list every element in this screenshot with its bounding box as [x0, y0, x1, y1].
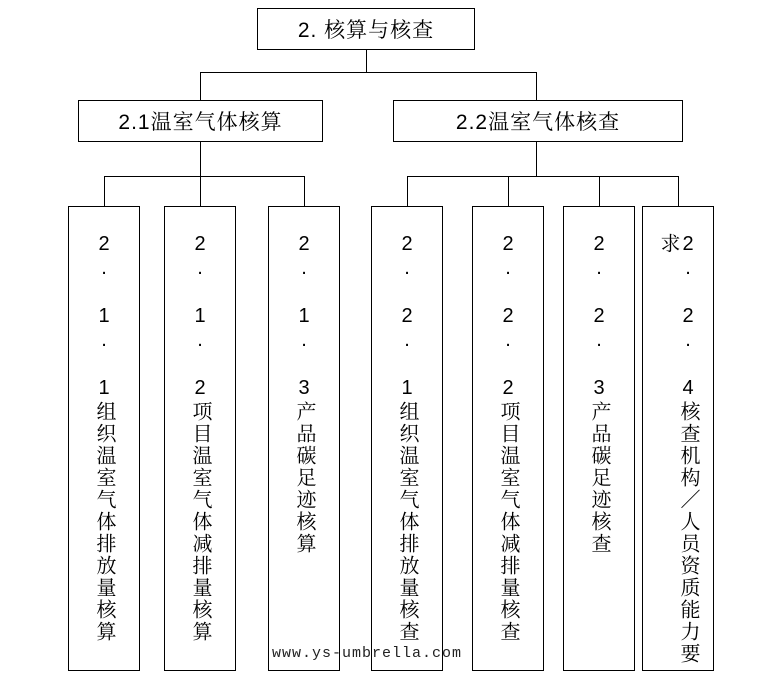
- connector-left-drop-1: [200, 176, 201, 206]
- connector-root-down: [366, 50, 367, 72]
- connector-right-down: [536, 142, 537, 176]
- node-level2-1-label: 2.2温室气体核查: [455, 111, 621, 134]
- connector-level2-left-drop: [200, 72, 201, 100]
- node-leaf-6: [642, 206, 714, 671]
- connector-right-drop-1: [508, 176, 509, 206]
- connector-left-bus: [104, 176, 304, 177]
- node-leaf-4-label: 2. 2. 2项目温室气体减排量核查: [497, 233, 519, 643]
- connector-left-drop-0: [104, 176, 105, 206]
- node-leaf-2: [268, 206, 340, 671]
- node-leaf-0: [68, 206, 140, 671]
- node-leaf-4: [472, 206, 544, 671]
- node-level2-0-label: 2.1温室气体核算: [118, 111, 283, 134]
- node-leaf-3-label: 2. 2. 1组织温室气体排放量核查: [396, 233, 418, 643]
- node-leaf-3: [371, 206, 443, 671]
- node-root: [257, 8, 475, 50]
- connector-left-drop-2: [304, 176, 305, 206]
- node-level2-1: [393, 100, 683, 142]
- connector-right-drop-0: [407, 176, 408, 206]
- watermark: [272, 645, 462, 662]
- node-leaf-6-label: 2. 2. 4核查机构／人员资质能力要求: [657, 233, 699, 665]
- node-level2-0: [78, 100, 323, 142]
- connector-right-drop-3: [678, 176, 679, 206]
- connector-level2-right-drop: [536, 72, 537, 100]
- connector-level2-bus: [200, 72, 536, 73]
- node-leaf-5-label: 2. 2. 3产品碳足迹核查: [588, 233, 610, 555]
- watermark-text: www.ys-umbrella.com: [272, 645, 463, 662]
- node-leaf-1: [164, 206, 236, 671]
- node-leaf-2-label: 2. 1. 3产品碳足迹核算: [293, 233, 315, 555]
- node-leaf-5: [563, 206, 635, 671]
- connector-right-drop-2: [599, 176, 600, 206]
- node-leaf-0-label: 2. 1. 1组织温室气体排放量核算: [93, 233, 115, 643]
- node-root-label: 2. 核算与核查: [297, 19, 435, 42]
- connector-right-bus: [407, 176, 678, 177]
- node-leaf-1-label: 2. 1. 2项目温室气体减排量核算: [189, 233, 211, 643]
- connector-left-down: [200, 142, 201, 176]
